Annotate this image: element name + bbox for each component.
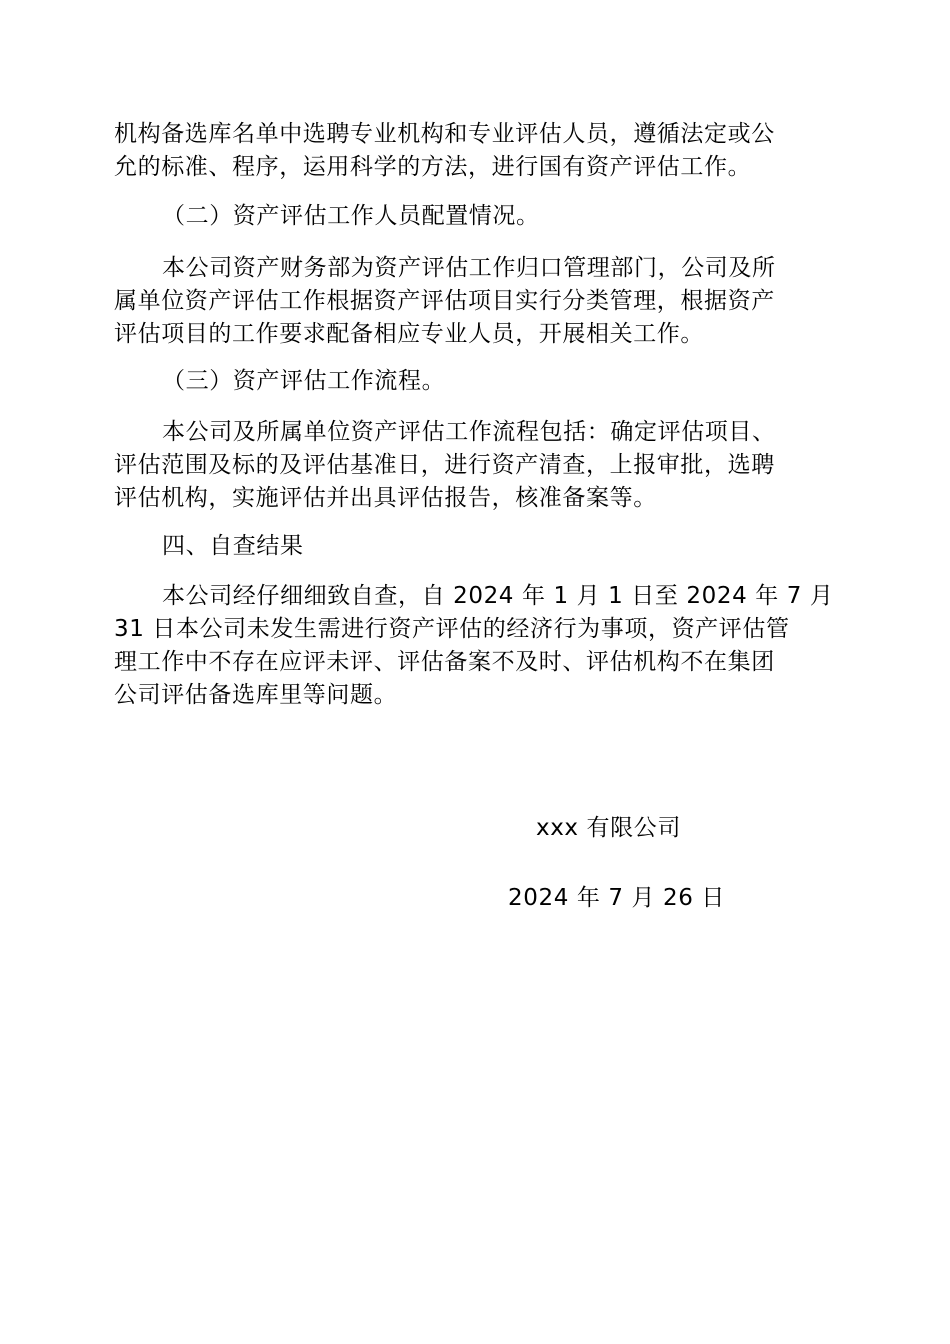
text-line: 机构备选库名单中选聘专业机构和专业评估人员，遵循法定或公	[114, 121, 775, 147]
text-line: 公司评估备选库里等问题。	[114, 682, 398, 708]
continuation-paragraph	[114, 118, 838, 184]
staffing-paragraph	[114, 252, 838, 351]
workflow-paragraph	[114, 416, 838, 515]
signature-company: xxx 有限公司	[536, 815, 681, 841]
section-heading-3	[114, 365, 838, 398]
text-line: 允的标准、程序，运用科学的方法，进行国有资产评估工作。	[114, 154, 752, 180]
heading-text: 四、自查结果	[162, 533, 304, 559]
text-line: 本公司经仔细细致自查，自 2024 年 1 月 1 日至 2024 年 7 月	[162, 583, 834, 609]
text-line: 评估项目的工作要求配备相应专业人员，开展相关工作。	[114, 321, 704, 347]
section-heading-4	[114, 530, 838, 563]
text-line: 评估机构，实施评估并出具评估报告，核准备案等。	[114, 485, 657, 511]
text-line: 本公司及所属单位资产评估工作流程包括：确定评估项目、	[162, 419, 776, 445]
text-line: 31 日本公司未发生需进行资产评估的经济行为事项，资产评估管	[114, 616, 790, 642]
text-line: 本公司资产财务部为资产评估工作归口管理部门，公司及所	[162, 255, 776, 281]
section-heading-2	[114, 200, 838, 233]
heading-text: （二）资产评估工作人员配置情况。	[162, 203, 540, 229]
text-line: 理工作中不存在应评未评、评估备案不及时、评估机构不在集团	[114, 649, 775, 675]
text-line: 评估范围及标的及评估基准日，进行资产清查，上报审批，选聘	[114, 452, 775, 478]
signature-date: 2024 年 7 月 26 日	[508, 885, 725, 911]
result-paragraph	[114, 580, 838, 712]
heading-text: （三）资产评估工作流程。	[162, 368, 446, 394]
text-line: 属单位资产评估工作根据资产评估项目实行分类管理，根据资产	[114, 288, 775, 314]
